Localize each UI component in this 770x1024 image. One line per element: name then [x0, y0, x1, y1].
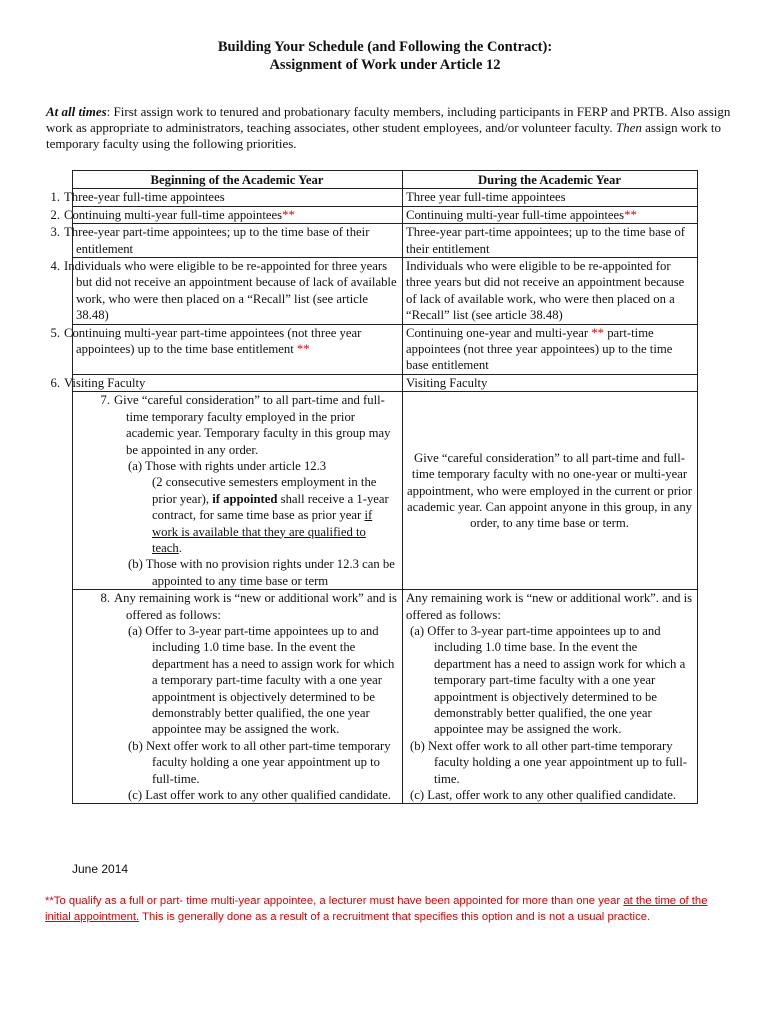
row8-left [73, 590, 403, 804]
row2-left-text: Continuing multi-year full-time appointees [64, 207, 283, 222]
row3-right: Three-year part-time appointees; up to the time base of their entitlement [403, 224, 698, 258]
row2-left [50, 206, 403, 223]
intro-text-2: assign work to temporary faculty using the following priorities. [46, 120, 721, 151]
table-row [73, 206, 698, 223]
asterisk-mark: ** [282, 207, 295, 222]
asterisk-mark: ** [624, 207, 637, 222]
row8-right-text: Any remaining work is “new or additional work”. and is offered as follows: [406, 591, 693, 622]
table-row [73, 258, 698, 325]
sub-label: (c) [410, 788, 425, 803]
row8-right [403, 590, 698, 804]
document-date: June 2014 [72, 862, 129, 876]
sub-label: (a) [128, 458, 143, 473]
asterisk-mark: ** [296, 342, 310, 357]
intro-paragraph [46, 104, 736, 152]
row5-right [403, 324, 698, 374]
row6-left [50, 374, 403, 391]
row3-left-text: Three-year part-time appointees; up to the time base of their entitlement [64, 225, 370, 256]
row8-left-text: Any remaining work is “new or additional work” and is offered as follows: [114, 591, 397, 622]
row8-right-a-text: Offer to 3-year part-time appointees up to and including 1.0 time base. In the event the department has a need to assign work for which a temporary part-time faculty with a one year appointment is objectively determined to be demonstrably better qualified, the one year appointee may be assigned the work. [427, 623, 686, 737]
row8-left-c-text: Last offer work to any other qualified candidate. [145, 788, 391, 803]
row-number: 2. [50, 207, 60, 222]
row5-left [50, 324, 403, 374]
row5-right-text-b: part-time appointees (not three year appointees) up to the time base entitlement [406, 325, 673, 373]
header-during: During the Academic Year [403, 171, 698, 189]
row-number: 5. [50, 325, 60, 340]
sub-label: (c) [128, 788, 143, 803]
row7-a-end: . [178, 540, 182, 555]
row-number: 4. [50, 259, 60, 274]
row8-left-a-text: Offer to 3-year part-time appointees up to and including 1.0 time base. In the event the department has a need to assign work for which a temporary part-time faculty with a one year appointment is objectively determined to be demonstrably better qualified, the one year appointee may be assigned the work. [145, 623, 395, 737]
footnote-text-2: This is generally done as a result of a recruitment that specifies this option and is not a usual practice. [139, 911, 651, 923]
table-row [73, 374, 698, 391]
table-header-row [73, 171, 698, 189]
intro-then: Then [615, 120, 642, 135]
sub-label: (b) [128, 738, 143, 753]
row7-a-text: Those with rights under article 12.3 [145, 458, 327, 473]
row8-right-c-text: Last, offer work to any other qualified candidate. [427, 788, 677, 803]
row7-right: Give “careful consideration” to all part-time and full-time temporary faculty with no one-year or multi-year appointment, who were employed in the current or prior academic year. Can appoint anyone in this group, in any order, to any time base or term. [403, 392, 698, 590]
document-title [0, 38, 770, 74]
intro-lead: At all times [46, 104, 107, 119]
row6-right: Visiting Faculty [403, 374, 698, 391]
priority-table [50, 170, 698, 804]
sub-label: (a) [128, 623, 143, 638]
table-row [73, 324, 698, 374]
row-number: 1. [50, 190, 60, 205]
footnote-text-1: **To qualify as a full or part- time multi-year appointee, a lecturer must have been appointed for more than one year [45, 895, 624, 907]
row2-right [403, 206, 698, 223]
row-number: 7. [100, 393, 110, 408]
row8-right-b-text: Next offer work to all other part-time temporary faculty holding a one year appointment up to full-time. [427, 738, 687, 786]
row-number: 6. [50, 375, 60, 390]
row-number: 3. [50, 225, 60, 240]
intro-text-1: : First assign work to tenured and probationary faculty members, including participants in FERP and PRTB. Also assign work as appropriate to administrators, teaching associates, other student employees, and/or volunteer faculty. [46, 104, 731, 135]
table-row [73, 189, 698, 206]
sub-label: (b) [410, 738, 425, 753]
row-number: 8. [100, 591, 110, 606]
sub-label: (a) [410, 623, 425, 638]
row7-a-cont1: (2 consecutive semesters employment in the prior year), [152, 475, 377, 506]
row2-right-text: Continuing multi-year full-time appointees [406, 207, 625, 222]
row1-left [50, 189, 403, 206]
title-line-1: Building Your Schedule (and Following the Contract): [217, 39, 553, 55]
asterisk-mark: ** [591, 325, 605, 340]
row1-right: Three year full-time appointees [403, 189, 698, 206]
table-row [73, 590, 698, 804]
row7-a-bold: if appointed [212, 491, 278, 506]
footnote-underline: at the time of the initial appointment. [45, 895, 708, 923]
row7-a-underline: if work is available that they are qualified to teach [152, 508, 373, 555]
row4-right: Individuals who were eligible to be re-appointed for three years but did not receive an appointment because of lack of available work, who were then placed on a “Recall” list (see article 38.48) [403, 258, 698, 325]
footnote [45, 893, 735, 925]
sub-label: (b) [128, 557, 143, 572]
row7-b-text: Those with no provision rights under 12.3 can be appointed to any time base or term [145, 557, 395, 588]
row8-left-b-text: Next offer work to all other part-time temporary faculty holding a one year appointment up to full-time. [145, 738, 391, 786]
row7-a-cont2: shall receive a 1-year contract, for same time base as prior year [152, 491, 389, 523]
title-line-2: Assignment of Work under Article 12 [269, 57, 501, 73]
row6-left-text: Visiting Faculty [64, 375, 146, 390]
row1-left-text: Three-year full-time appointees [64, 190, 225, 205]
row5-right-text-a: Continuing one-year and multi-year [406, 325, 592, 340]
row4-left-text: Individuals who were eligible to be re-appointed for three years but did not receive an appointment because of lack of available work, who were then placed on a “Recall” list (see article 38.48) [64, 259, 397, 323]
row4-left [50, 258, 403, 325]
row3-left [50, 224, 403, 258]
table-row [73, 392, 698, 590]
table-row [73, 224, 698, 258]
row5-left-text: Continuing multi-year part-time appointees (not three year appointees) up to the time base entitlement [64, 325, 362, 357]
row7-left [73, 392, 403, 590]
row7-left-text: Give “careful consideration” to all part-time and full-time temporary faculty employed in the prior academic year. Temporary faculty in this group may be appointed in any order. [114, 393, 391, 457]
header-beginning: Beginning of the Academic Year [73, 171, 403, 189]
